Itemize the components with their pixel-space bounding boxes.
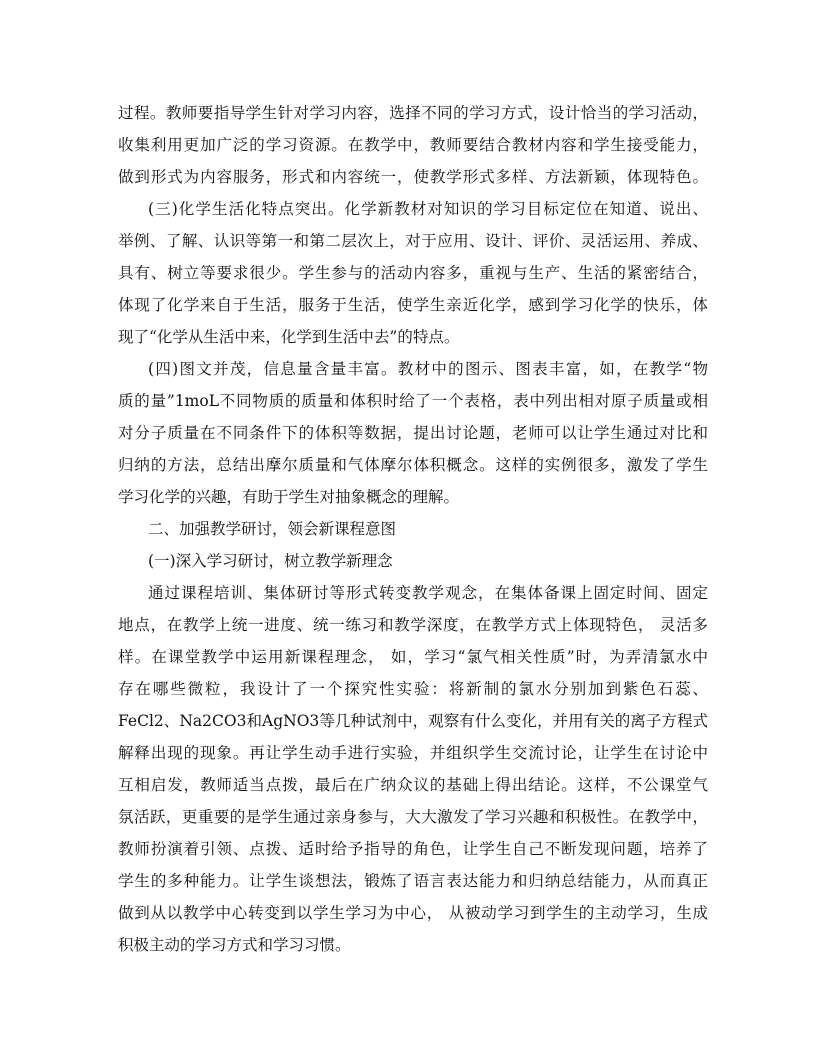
paragraph-start-line: 通过课程培训、集体研讨等形式转变教学观念，在集体备课上固定时间、固定 — [148, 584, 708, 602]
paragraph-end-line: 积极主动的学习方式和学习习惯。 — [118, 936, 351, 954]
text-line: 解释出现的现象。再让学生动手进行实验，并组织学生交流讨论，让学生在讨论中 — [118, 744, 708, 762]
text-line: 地点，在教学上统一进度、统一练习和教学深度，在教学方式上体现特色， 灵活多 — [118, 616, 708, 634]
text-line: 举例、了解、认识等第一和第二层次上，对于应用、设计、评价、灵活运用、养成、 — [118, 232, 708, 250]
text-line: 氛活跃，更重要的是学生通过亲身参与，大大激发了学习兴趣和积极性。在教学中， — [118, 808, 708, 826]
text-line: 做到形式为内容服务，形式和内容统一，使教学形式多样、方法新颖，体现特色。 — [118, 168, 708, 186]
text-line: 体现了化学来自于生活，服务于生活，使学生亲近化学，感到学习化学的快乐，体 — [118, 296, 708, 314]
text-line: 收集利用更加广泛的学习资源。在教学中，教师要结合教材内容和学生接受能力， — [118, 136, 708, 154]
text-line: 教师扮演着引领、点拨、适时给予指导的角色，让学生自己不断发现问题，培养了 — [118, 840, 708, 858]
text-line: 做到从以教学中心转变到以学生学习为中心， 从被动学习到学生的主动学习，生成 — [118, 904, 708, 922]
paragraph-start-line: (四)图文并茂，信息量含量丰富。教材中的图示、图表丰富，如，在教学“物 — [148, 360, 708, 378]
text-line: FeCl2、Na2CO3和AgNO3等几种试剂中，观察有什么变化，并用有关的离子方程式 — [118, 712, 708, 730]
text-line: 学生的多种能力。让学生谈想法，锻炼了语言表达能力和归纳总结能力，从而真正 — [118, 872, 708, 890]
text-line: 互相启发，教师适当点拨，最后在广纳众议的基础上得出结论。这样，不公课堂气 — [118, 776, 708, 794]
text-line: 具有、树立等要求很少。学生参与的活动内容多，重视与生产、生活的紧密结合， — [118, 264, 708, 282]
subsection-heading: (一)深入学习研讨，树立教学新理念 — [148, 552, 393, 570]
paragraph-start-line: (三)化学生活化特点突出。化学新教材对知识的学习目标定位在知道、说出、 — [148, 200, 708, 218]
text-line: 过程。教师要指导学生针对学习内容，选择不同的学习方式，设计恰当的学习活动， — [118, 104, 708, 122]
text-line: 存在哪些微粒，我设计了一个探究性实验：将新制的氯水分别加到紫色石蕊、 — [118, 680, 708, 698]
section-heading: 二、加强教学研讨，领会新课程意图 — [148, 520, 397, 538]
paragraph-end-line: 现了“化学从生活中来，化学到生活中去”的特点。 — [118, 328, 460, 346]
paragraph-end-line: 学习化学的兴趣，有助于学生对抽象概念的理解。 — [118, 488, 460, 506]
text-line: 质的量”1moL不同物质的质量和体积时给了一个表格，表中列出相对原子质量或相 — [118, 392, 708, 410]
text-line: 样。在课堂教学中运用新课程理念， 如，学习“氯气相关性质”时，为弄清氯水中 — [118, 648, 708, 666]
text-line: 归纳的方法，总结出摩尔质量和气体摩尔体积概念。这样的实例很多，激发了学生 — [118, 456, 708, 474]
text-line: 对分子质量在不同条件下的体积等数据，提出讨论题，老师可以让学生通过对比和 — [118, 424, 708, 442]
